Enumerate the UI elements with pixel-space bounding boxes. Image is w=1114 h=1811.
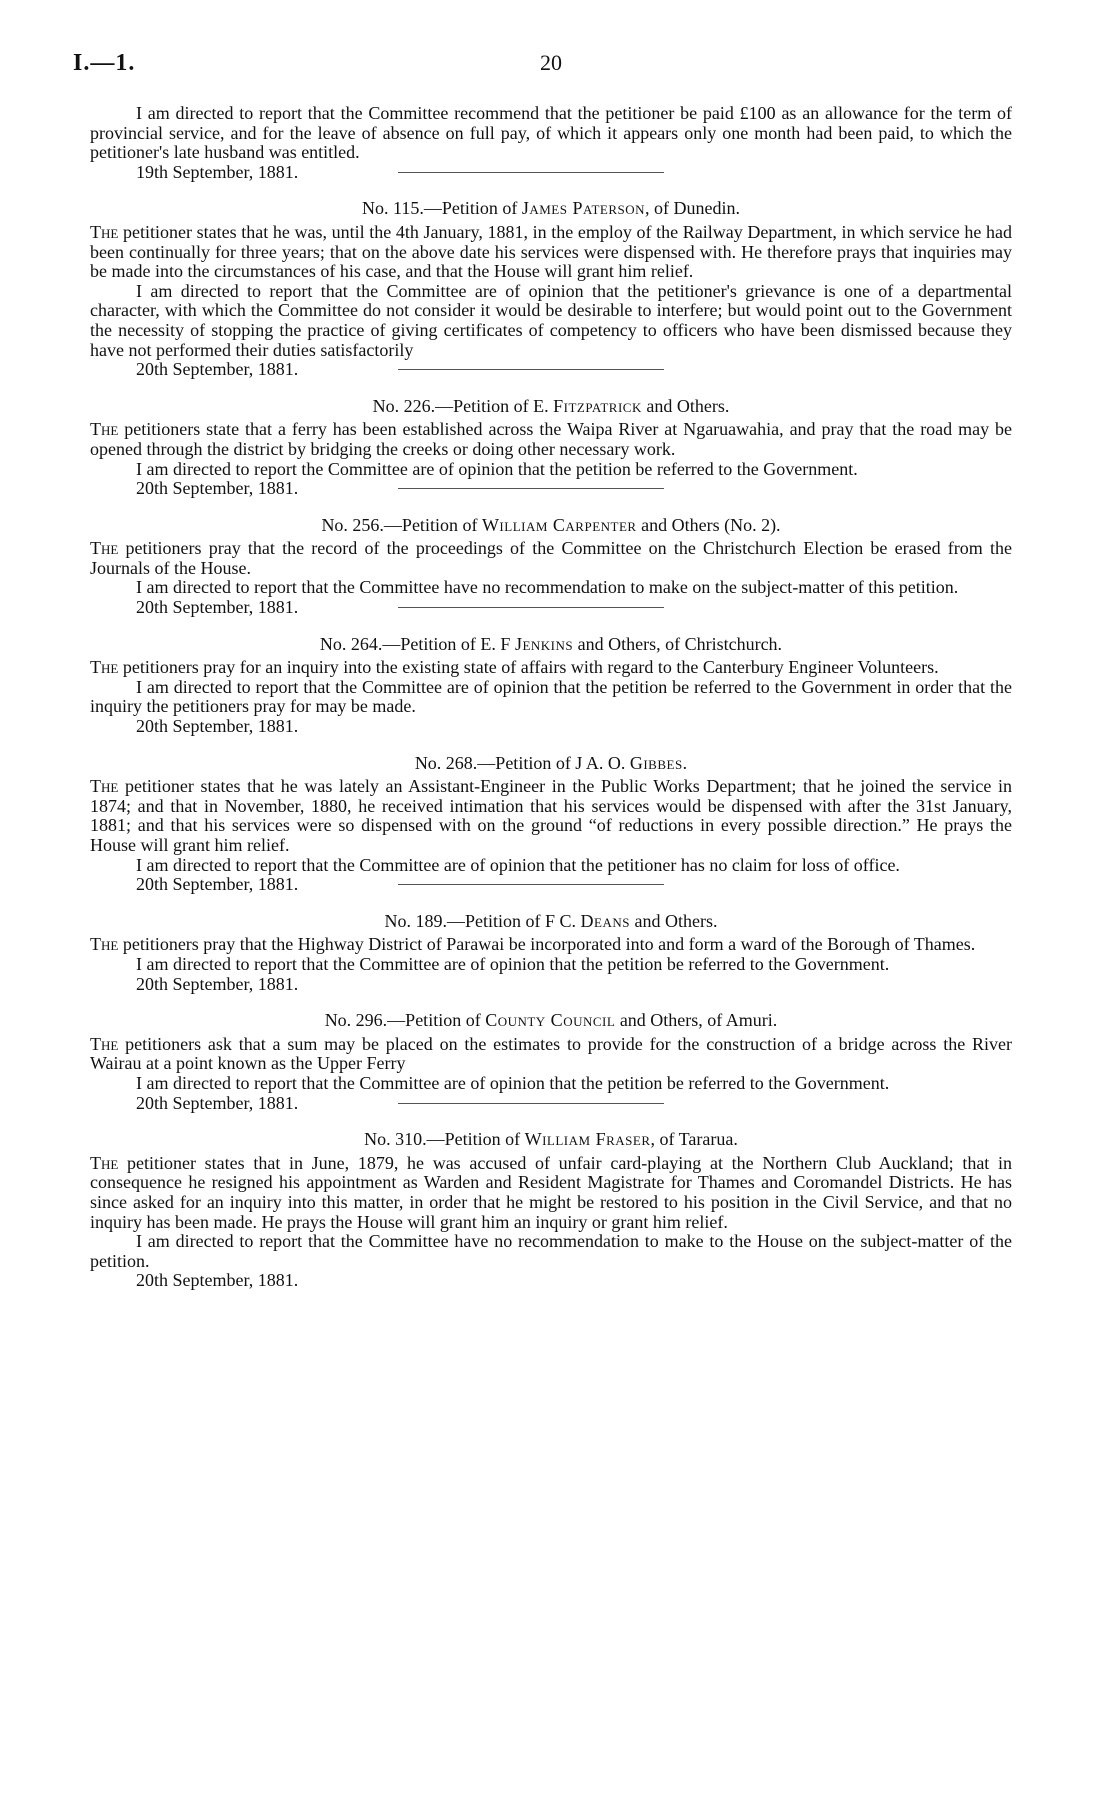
petition-264: [90, 635, 1012, 737]
petition-text: petitioners pray that the Highway District of Parawai be incorporated into and form a ward of the Borough of Thames.: [118, 934, 976, 955]
heading-suffix: and Others.: [629, 910, 718, 931]
petition-body: [90, 777, 1012, 855]
petitioner-name: Gibbes: [629, 752, 683, 773]
heading-suffix: , of Dunedin.: [645, 198, 740, 219]
committee-report: I am directed to report that the Committee are of opinion that the petition be referred to the Government.: [136, 953, 890, 974]
petition-body: [90, 935, 1012, 955]
petition-heading: [90, 912, 1012, 932]
lead-word: The: [90, 657, 119, 678]
report-date-line: [90, 975, 1012, 995]
petitioner-name: James Paterson: [521, 198, 645, 219]
intro-date-line: [90, 163, 1012, 183]
petitioner-name: William Carpenter: [481, 514, 637, 535]
report-date-line: [90, 1094, 1012, 1114]
heading-prefix: No. 189.—Petition of F C.: [384, 910, 581, 931]
report-date: 20th September, 1881.: [136, 1092, 299, 1113]
petition-body: [90, 420, 1012, 459]
petitioner-name: Fitzpatrick: [553, 395, 642, 416]
petition-268: [90, 754, 1012, 895]
section-divider: [398, 369, 664, 370]
heading-prefix: No. 226.—Petition of E.: [372, 395, 554, 416]
report-date-line: [90, 598, 1012, 618]
petition-310: [90, 1130, 1012, 1291]
petitioner-name: County Council: [485, 1010, 616, 1031]
report-date: 20th September, 1881.: [136, 478, 299, 499]
committee-report: I am directed to report that the Committee are of opinion that the petition be referred to the Government in order that the inquiry the petitioners pray for may be made.: [90, 676, 1012, 717]
committee-report: I am directed to report the Committee are of opinion that the petition be referred to the Government.: [136, 458, 858, 479]
report-date: 20th September, 1881.: [136, 716, 299, 737]
petition-text: petitioners pray for an inquiry into the existing state of affairs with regard to the Canterbury Engineer Volunteers.: [118, 657, 939, 678]
heading-prefix: No. 256.—Petition of: [321, 514, 482, 535]
petitioner-name: Deans: [580, 910, 630, 931]
committee-report: I am directed to report that the Committee have no recommendation to make to the House on the subject-matter of the petition.: [90, 1231, 1012, 1271]
heading-suffix: and Others, of Amuri.: [615, 1010, 778, 1031]
report-date-line: [90, 717, 1012, 737]
document-body: [90, 104, 1012, 1291]
section-divider: [398, 607, 664, 608]
lead-word: The: [90, 221, 119, 242]
petition-heading: [90, 1011, 1012, 1031]
petition-226: [90, 397, 1012, 499]
heading-suffix: .: [682, 752, 688, 773]
page-reference: I.—1.: [73, 50, 136, 76]
report-date: 20th September, 1881.: [136, 1270, 299, 1291]
petitioner-name: William Fraser: [524, 1129, 651, 1150]
committee-report: I am directed to report that the Committee are of opinion that the petitioner's grievance is one of a departmental character, with which the Committee do not consider it would be desirable to interfere; but would point out to the Government the necessity of stopping the practice of giving certificates of competency to officers who have been dismissed because they have not performed their duties satisfactorily: [90, 280, 1012, 360]
heading-prefix: No. 115.—Petition of: [362, 198, 522, 219]
petition-heading: [90, 516, 1012, 536]
heading-suffix: and Others, of Christchurch.: [573, 633, 783, 654]
petition-189: [90, 912, 1012, 994]
petition-body: [90, 223, 1012, 282]
petition-text: petitioner states that he was lately an Assistant-Engineer in the Public Works Department; that he joined the service in 1874; and that in November, 1880, he received intimation that his services would be dispensed with after the 31st January, 1881; and that his services were so dispensed with on the ground “of reductions in every possible direction.” He prays the House will grant him relief.: [90, 776, 1012, 855]
intro-report: I am directed to report that the Committee recommend that the petitioner be paid £100 as an allowance for the term of provincial service, and for the leave of absence on full pay, of which it appears only one month had been paid, to which the petitioner's late husband was entitled.: [90, 103, 1012, 163]
page-number: 20: [540, 50, 562, 75]
lead-word: The: [90, 538, 119, 559]
section-divider: [398, 488, 664, 489]
report-date-line: [90, 1271, 1012, 1291]
heading-suffix: and Others.: [641, 395, 730, 416]
section-divider: [398, 1103, 664, 1104]
petition-body: [90, 658, 1012, 678]
lead-word: The: [90, 1152, 119, 1173]
heading-prefix: No. 268.—Petition of J A. O.: [414, 752, 630, 773]
heading-prefix: No. 310.—Petition of: [364, 1129, 525, 1150]
lead-word: The: [90, 419, 119, 440]
report-date-line: [90, 360, 1012, 380]
report-date: 20th September, 1881.: [136, 597, 299, 618]
petition-text: petitioner states that he was, until the 4th January, 1881, in the employ of the Railway Department, in which service he had been continually for three years; that on the above date his services were dispensed with. He therefore prays that inquiries may be made into the circumstances of his case, and that the House will grant him relief.: [90, 221, 1012, 282]
petition-115: [90, 199, 1012, 379]
petitioner-name: Jenkins: [514, 633, 574, 654]
report-date: 20th September, 1881.: [136, 359, 299, 380]
petition-text: petitioners state that a ferry has been established across the Waipa River at Ngaruawahia, and pray that the road may be opened through the district by bridging the creeks or doing other necessary work.: [90, 419, 1012, 459]
committee-report: I am directed to report that the Committee are of opinion that the petitioner has no claim for loss of office.: [136, 854, 900, 875]
petition-296: [90, 1011, 1012, 1113]
committee-report: I am directed to report that the Committee are of opinion that the petition be referred to the Government.: [136, 1072, 890, 1093]
petition-heading: [90, 1130, 1012, 1150]
petition-heading: [90, 754, 1012, 774]
petition-body: [90, 1035, 1012, 1074]
committee-report: I am directed to report that the Committee have no recommendation to make on the subject-matter of this petition.: [136, 577, 959, 598]
report-date: 20th September, 1881.: [136, 874, 299, 895]
petition-heading: [90, 635, 1012, 655]
lead-word: The: [90, 776, 119, 797]
section-divider: [398, 172, 664, 173]
petition-text: petitioner states that in June, 1879, he was accused of unfair card-playing at the Northern Club Auckland; that in consequence he resigned his appointment as Warden and Resident Magistrate for Thames and Coromandel Districts. He has since asked for an inquiry into this matter, in order that he might be restored to his position in the Civil Service, and that no inquiry has been made. He prays the House will grant him an inquiry or grant him relief.: [90, 1152, 1012, 1232]
report-date-line: [90, 875, 1012, 895]
petition-body: [90, 1154, 1012, 1232]
petition-body: [90, 539, 1012, 578]
intro-date: 19th September, 1881.: [136, 161, 299, 182]
heading-suffix: , of Tararua.: [650, 1129, 738, 1150]
lead-word: The: [90, 934, 119, 955]
heading-prefix: No. 264.—Petition of E. F: [319, 633, 515, 654]
report-date-line: [90, 479, 1012, 499]
petition-heading: [90, 397, 1012, 417]
petition-256: [90, 516, 1012, 618]
section-divider: [398, 884, 664, 885]
heading-suffix: and Others (No. 2).: [636, 514, 781, 535]
petition-text: petitioners pray that the record of the proceedings of the Committee on the Christchurch Election be erased from the Journals of the House.: [90, 538, 1012, 578]
petition-heading: [90, 199, 1012, 219]
lead-word: The: [90, 1033, 119, 1054]
report-date: 20th September, 1881.: [136, 973, 299, 994]
petition-text: petitioners ask that a sum may be placed on the estimates to provide for the construction of a bridge across the River Wairau at a point known as the Upper Ferry: [90, 1033, 1012, 1074]
heading-prefix: No. 296.—Petition of: [324, 1010, 486, 1031]
